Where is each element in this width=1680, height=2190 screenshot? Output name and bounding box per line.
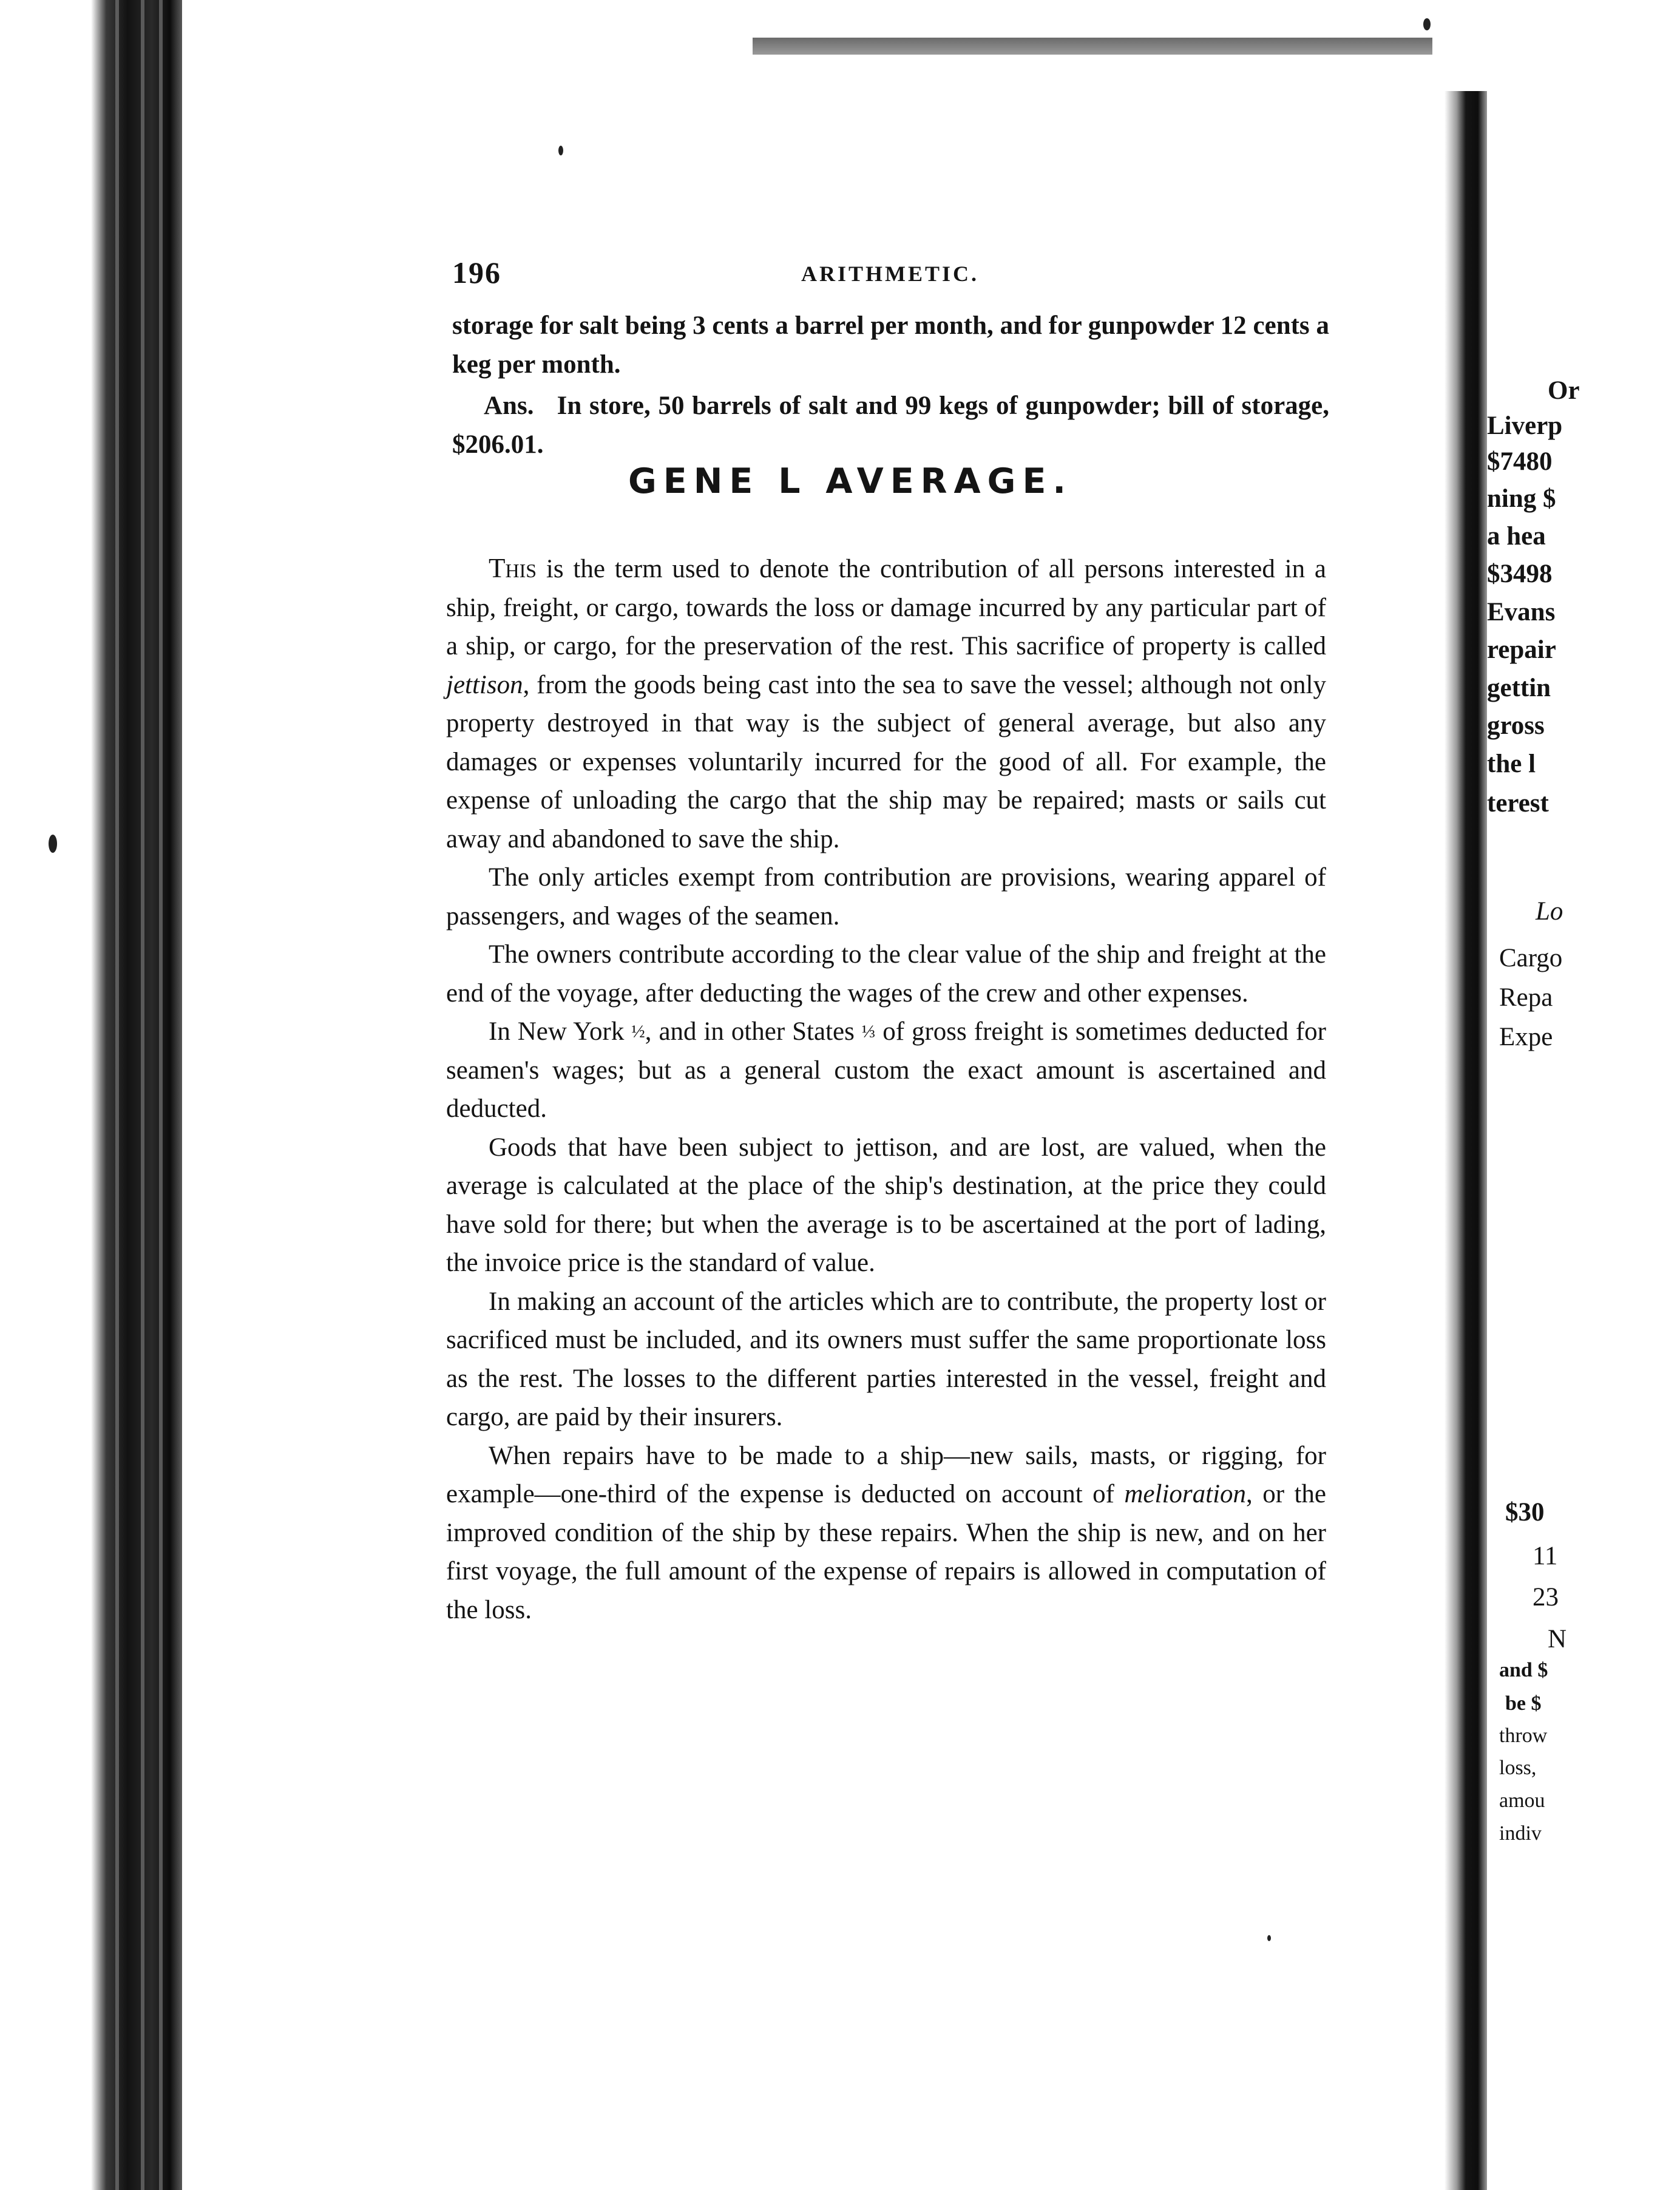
facing-page-line: Cargo	[1499, 944, 1563, 972]
paragraph-exempt-articles: The only articles exempt from contribution are provisions, wearing apparel of passengers, and wages of the seamen.	[446, 863, 1326, 931]
paragraph-sacrificed-property: In making an account of the articles which are to contribute, the property lost or sacrificed must be included, and its owners must suffer the same proportionate loss as the rest. The losses to the different parties interested in the vessel, freight and cargo, are paid by their insurers.	[446, 1287, 1326, 1431]
facing-page-line: $3498	[1487, 560, 1553, 588]
facing-page-line: amou	[1499, 1789, 1545, 1812]
facing-page-line: $30	[1505, 1498, 1545, 1527]
binding-streak	[115, 0, 119, 2190]
paragraph-repairs-melioration: When repairs have to be made to a ship—new sails, masts, or rigging, for example—one-third of the expense is deducted on account of melioration, or the improved condition of the ship by these repairs. When the ship is new, and on her first voyage, the full amount of the expense of repairs is allowed in computation of the loss.	[446, 1441, 1327, 1624]
facing-page-line: ning $	[1487, 484, 1556, 513]
binding-streak	[159, 0, 163, 2190]
facing-page-line: and $	[1499, 1659, 1548, 1681]
answer-text: In store, 50 barrels of salt and 99 kegs of gunpowder; bill of storage, $206.01.	[452, 392, 1330, 459]
facing-page-line: Liverp	[1487, 412, 1563, 440]
facing-page-line: $7480	[1487, 447, 1553, 476]
facing-page-line: throw	[1499, 1724, 1548, 1747]
paragraph-jettison-valuation: Goods that have been subject to jettison, and are lost, are valued, when the average is calculated at the place of the ship's destination, at the price they could have sold for there; but when the average is to be ascertained at the port of lading, the invoice price is the standard of value.	[446, 1133, 1326, 1277]
term-melioration: melioration	[1124, 1480, 1247, 1508]
scan-speck	[558, 146, 563, 155]
running-head	[452, 255, 1332, 291]
paragraph-seamen-wages: In New York ½, and in other States ⅓ of gross freight is sometimes deducted for seamen's wages; but as a general custom the exact amount is ascertained and deducted.	[446, 1017, 1326, 1123]
page-header-title: ARITHMETIC.	[801, 262, 980, 286]
facing-page-line: the l	[1487, 750, 1536, 778]
facing-page-line: Evans	[1487, 598, 1556, 626]
paragraph-definition: This is the term used to denote the contribution of all persons interested in a ship, freight, or cargo, towards the loss or damage incurred by any particular part of a ship, or cargo, for the preservation of the rest. This sacrifice of property is called jettison, from the goods being cast into the sea to save the vessel; although not only property destroyed in that way is the subject of general average, but also any damages or expenses voluntarily incurred for the good of all. For example, the expense of unloading the cargo that the ship may be repaired; masts or sails cut away and abandoned to save the ship.	[446, 553, 1326, 853]
answer-label: Ans.	[484, 392, 534, 420]
facing-page-line: 23	[1533, 1583, 1559, 1612]
facing-page-line: N	[1548, 1625, 1567, 1653]
facing-page-line: Repa	[1499, 983, 1553, 1012]
page-number: 196	[452, 256, 501, 290]
facing-page-line: repair	[1487, 636, 1556, 664]
facing-page-line: loss,	[1499, 1757, 1537, 1779]
term-jettison: jettison	[446, 670, 523, 699]
facing-page-line: Lo	[1536, 897, 1563, 926]
scan-speck	[1423, 18, 1431, 30]
facing-page-fragment	[1487, 0, 1680, 2190]
scan-binding-shadow	[0, 0, 182, 2190]
facing-page-line: be $	[1505, 1692, 1542, 1715]
answer-paragraph	[452, 387, 1329, 464]
facing-page-line: Or	[1548, 376, 1580, 405]
paragraph-owners-contribute: The owners contribute according to the clear value of the ship and freight at the end of the voyage, after deducting the wages of the crew and other expenses.	[446, 940, 1326, 1008]
facing-page-line: terest	[1487, 789, 1549, 818]
scan-speck	[1267, 1935, 1271, 1941]
paragraph-lead-word: This	[489, 553, 537, 583]
scan-speck	[49, 835, 57, 853]
section-title: GENE L AVERAGE.	[628, 461, 1073, 501]
facing-page-line: gross	[1487, 711, 1545, 740]
binding-streak	[141, 0, 144, 2190]
fraction-third: ⅓	[861, 1022, 876, 1042]
facing-page-line: 11	[1533, 1542, 1558, 1570]
page-gutter-shadow	[1445, 91, 1487, 2190]
body-text	[446, 549, 1326, 1629]
continuation-paragraph: storage for salt being 3 cents a barrel per month, and for gunpowder 12 cents a keg per month.	[452, 311, 1329, 379]
facing-page-line: indiv	[1499, 1822, 1542, 1845]
facing-page-line: gettin	[1487, 674, 1551, 702]
facing-page-line: Expe	[1499, 1023, 1553, 1051]
facing-page-line: a hea	[1487, 522, 1546, 551]
fraction-half: ½	[631, 1022, 645, 1042]
